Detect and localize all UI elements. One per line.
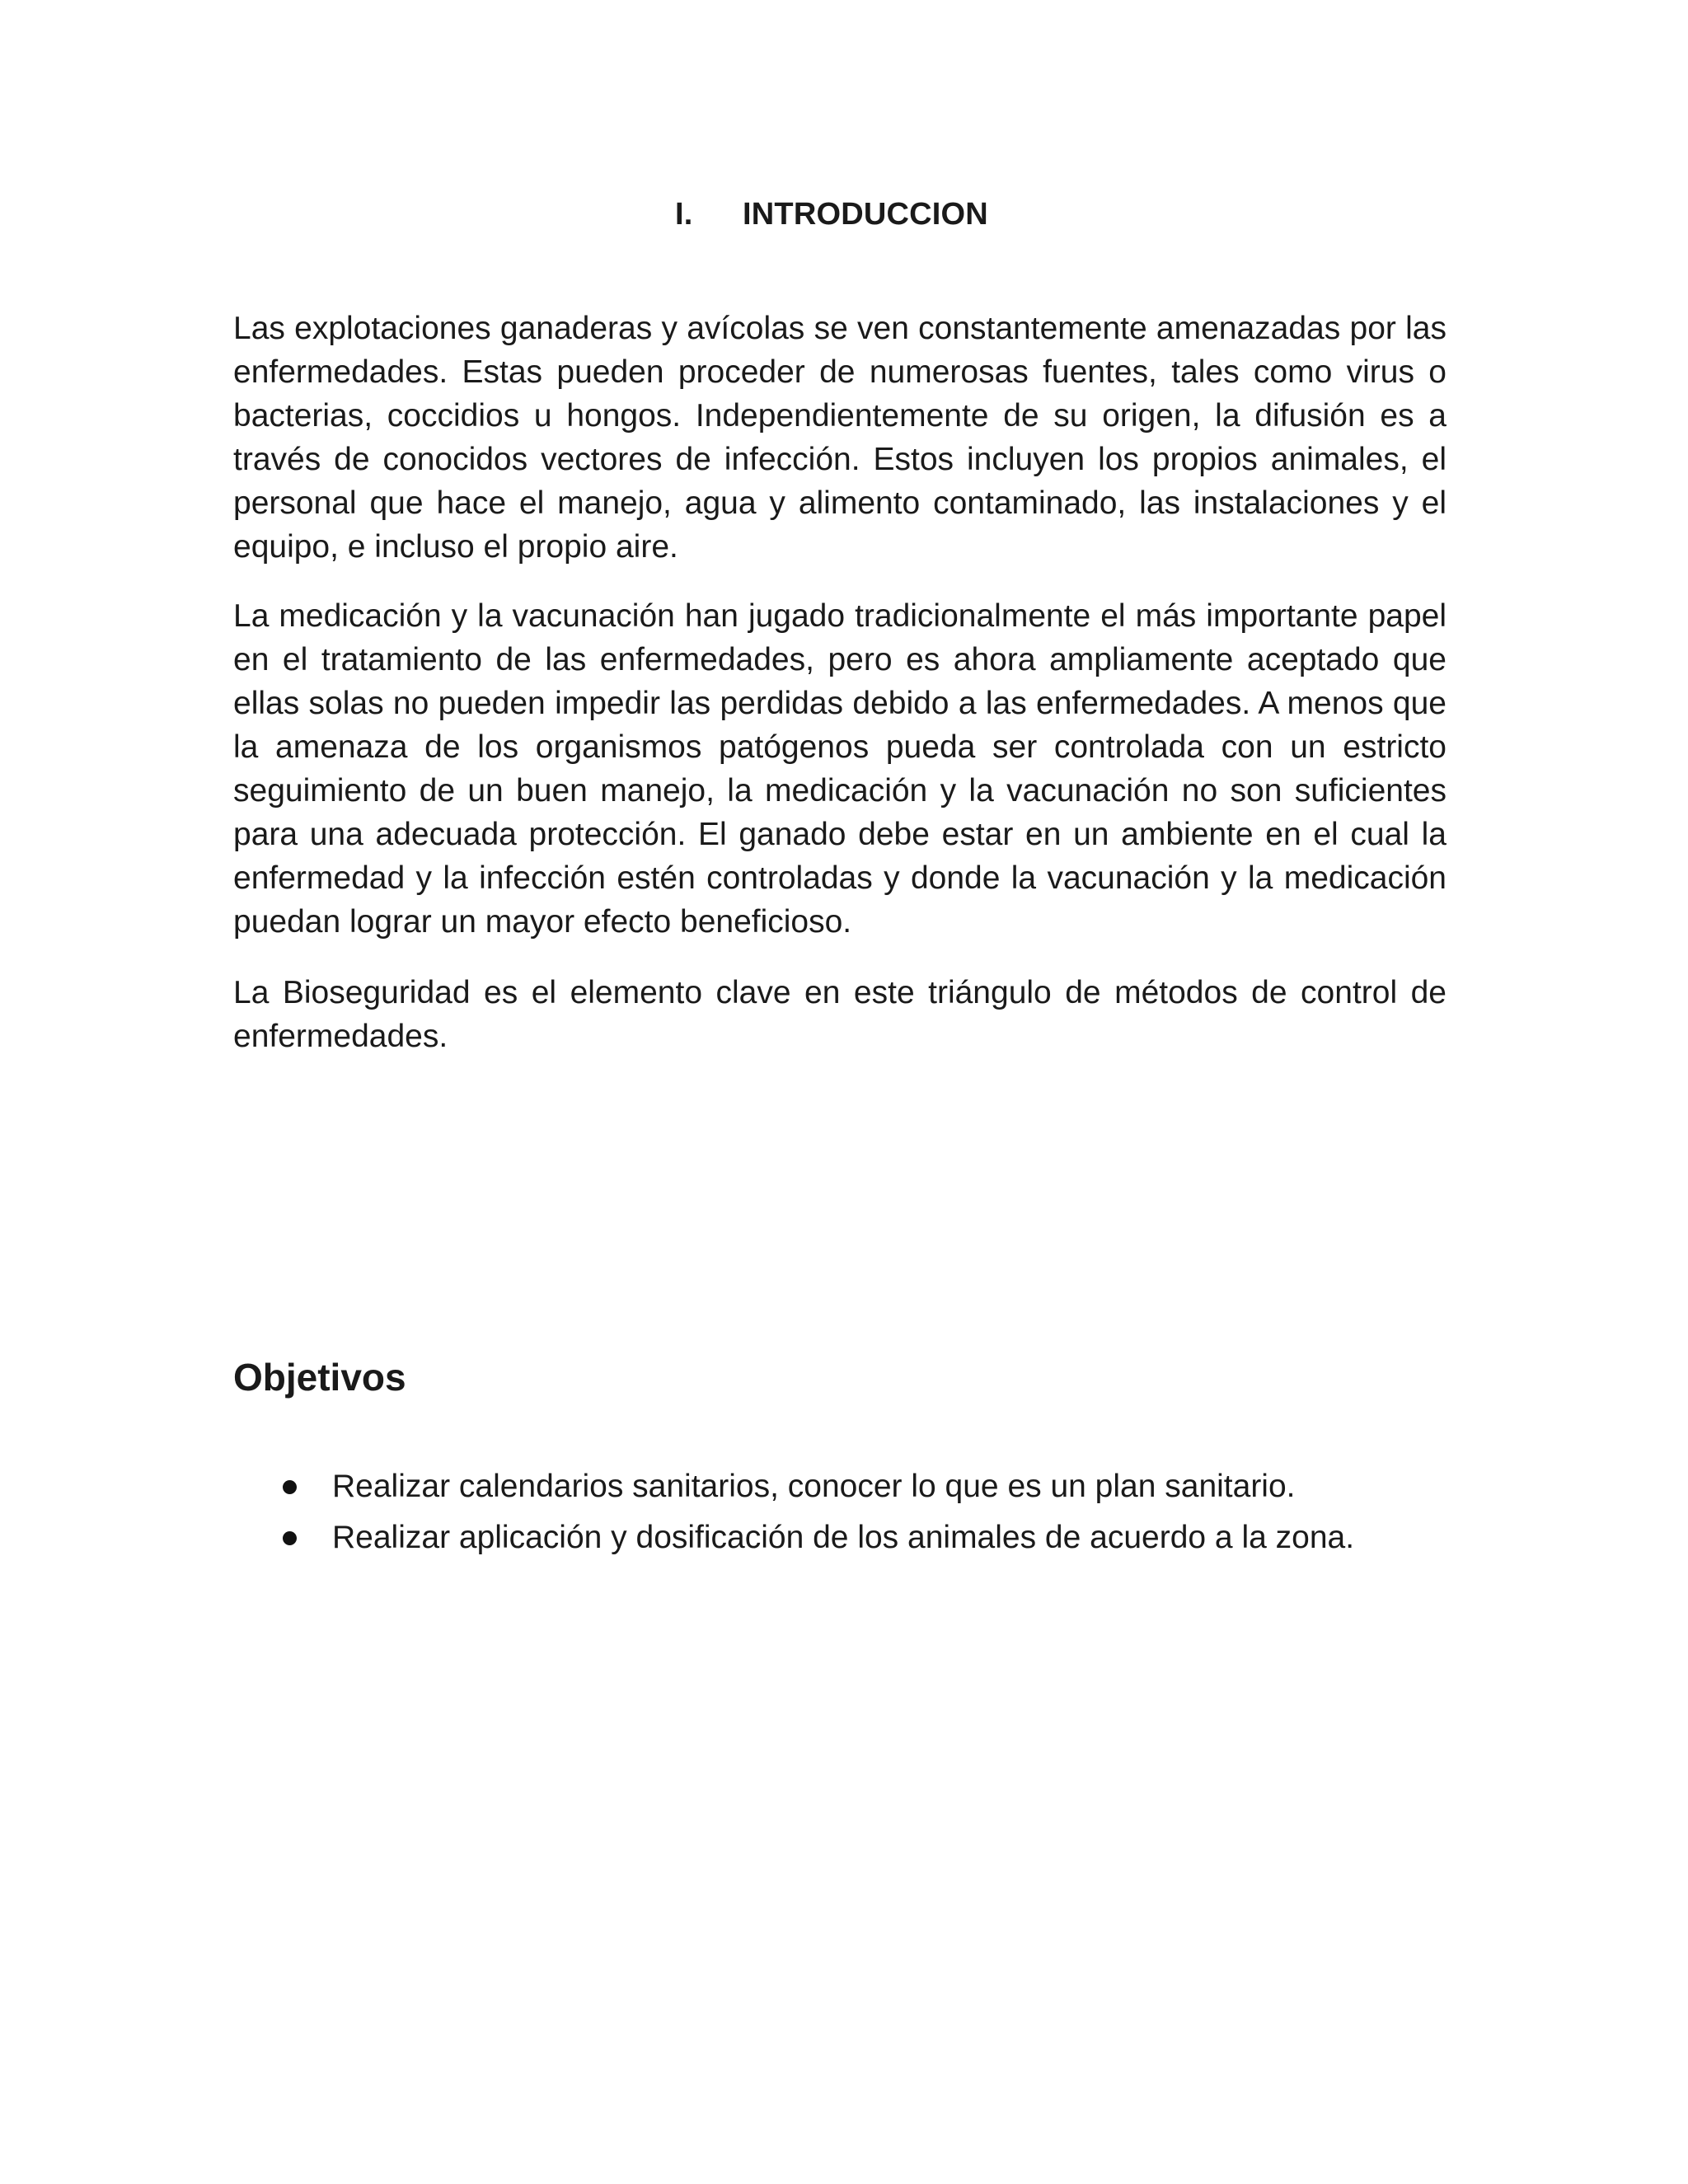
- intro-paragraph-1: [233, 307, 1447, 569]
- list-item-text: Realizar aplicación y dosificación de los animales de acuerdo a la zona.: [332, 1520, 1355, 1555]
- list-item: [233, 1461, 1470, 1512]
- bullet-icon: [283, 1480, 297, 1494]
- bullet-icon: [283, 1531, 297, 1545]
- section-number: I.: [675, 197, 693, 232]
- paragraph-text: La Bioseguridad es el elemento clave en este triángulo de métodos de control de enfermedades.: [233, 975, 1447, 1054]
- intro-paragraph-3: [233, 971, 1447, 1058]
- objectives-heading: Objetivos: [233, 1356, 406, 1399]
- intro-paragraph-2: [233, 594, 1447, 944]
- list-item-text: Realizar calendarios sanitarios, conocer lo que es un plan sanitario.: [332, 1469, 1296, 1504]
- list-item: [233, 1512, 1470, 1563]
- paragraph-text: Las explotaciones ganaderas y avícolas se ven constantemente amenazadas por las enfermedades. Estas pueden proceder de numerosas fuentes, tales como virus o bacterias, coccidios u hongos. Independientemente de su origen, la difusión es a través de conocidos vectores de infección. Estos incluyen los propios animales, el personal que hace el manejo, agua y alimento contaminado, las instalaciones y el equipo, e incluso el propio aire.: [233, 311, 1447, 565]
- section-title: INTRODUCCION: [743, 197, 988, 232]
- paragraph-text: La medicación y la vacunación han jugado tradicionalmente el más importante papel en el tratamiento de las enfermedades, pero es ahora ampliamente aceptado que ellas solas no pueden impedir las perdidas debido a las enfermedades. A menos que la amenaza de los organismos patógenos pueda ser controlada con un estricto seguimiento de un buen manejo, la medicación y la vacunación no son suficientes para una adecuada protección. El ganado debe estar en un ambiente en el cual la enfermedad y la infección estén controladas y donde la vacunación y la medicación puedan lograr un mayor efecto beneficioso.: [233, 598, 1447, 940]
- section-heading: [0, 196, 1688, 232]
- objectives-list: [233, 1461, 1470, 1563]
